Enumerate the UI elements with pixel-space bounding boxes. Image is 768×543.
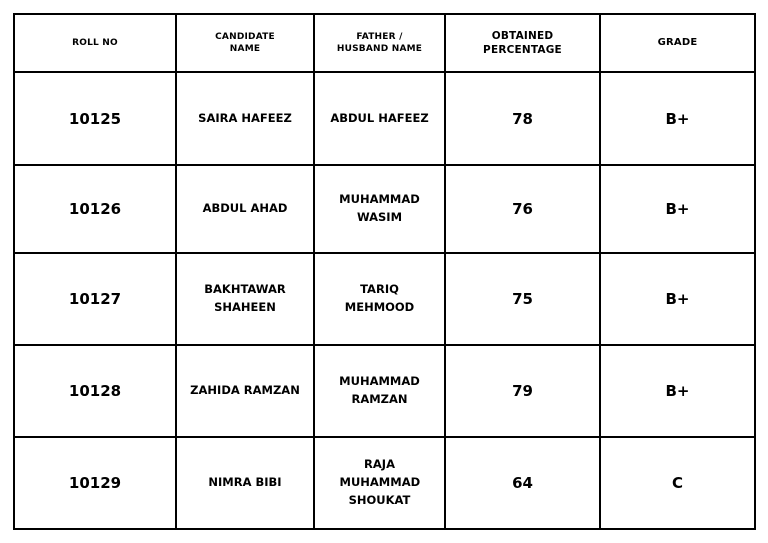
cell-father-husband-name: [314, 72, 445, 165]
father-husband-name-text: MUHAMMAD WASIM: [339, 192, 420, 224]
header-obtained-percentage: [445, 14, 600, 72]
header-roll-no-label: ROLL NO: [72, 37, 118, 48]
father-husband-name-text: TARIQ MEHMOOD: [344, 282, 415, 314]
candidate-name-text: BAKHTAWAR SHAHEEN: [204, 282, 286, 314]
table-body: [14, 72, 755, 529]
cell-grade: B+: [600, 165, 755, 253]
header-father-husband-name: [314, 14, 445, 72]
cell-father-husband-name: [314, 165, 445, 253]
header-grade: [600, 14, 755, 72]
table-row: [14, 72, 755, 165]
results-table: [13, 13, 756, 530]
cell-grade: B+: [600, 72, 755, 165]
header-row: [14, 14, 755, 72]
cell-candidate-name: [176, 437, 314, 529]
header-grade-label: GRADE: [657, 37, 698, 49]
cell-father-husband-name: [314, 345, 445, 437]
cell-roll-no: 10129: [14, 437, 176, 529]
cell-roll-no: 10126: [14, 165, 176, 253]
table-row: [14, 345, 755, 437]
table-row: [14, 165, 755, 253]
cell-candidate-name: [176, 165, 314, 253]
header-father-husband-name-label: FATHER / HUSBAND NAME: [336, 31, 423, 54]
cell-obtained-percentage: 75: [445, 253, 600, 345]
candidate-name-text: ABDUL AHAD: [202, 201, 288, 216]
cell-candidate-name: [176, 72, 314, 165]
table-row: [14, 437, 755, 529]
header-candidate-name: [176, 14, 314, 72]
cell-candidate-name: [176, 345, 314, 437]
cell-grade: B+: [600, 253, 755, 345]
cell-father-husband-name: [314, 253, 445, 345]
cell-roll-no: 10127: [14, 253, 176, 345]
cell-grade: C: [600, 437, 755, 529]
cell-obtained-percentage: 78: [445, 72, 600, 165]
cell-father-husband-name: [314, 437, 445, 529]
cell-obtained-percentage: 64: [445, 437, 600, 529]
table-row: [14, 253, 755, 345]
father-husband-name-text: RAJA MUHAMMAD SHOUKAT: [339, 457, 421, 507]
candidate-name-text: ZAHIDA RAMZAN: [190, 383, 300, 398]
cell-roll-no: 10128: [14, 345, 176, 437]
cell-grade: B+: [600, 345, 755, 437]
header-candidate-name-label: CANDIDATE NAME: [215, 31, 275, 54]
header-obtained-percentage-label: OBTAINED PERCENTAGE: [483, 29, 562, 56]
father-husband-name-text: MUHAMMAD RAMZAN: [339, 374, 420, 406]
candidate-name-text: SAIRA HAFEEZ: [198, 110, 292, 125]
cell-roll-no: 10125: [14, 72, 176, 165]
cell-candidate-name: [176, 253, 314, 345]
father-husband-name-text: ABDUL HAFEEZ: [330, 110, 429, 125]
cell-obtained-percentage: 79: [445, 345, 600, 437]
candidate-name-text: NIMRA BIBI: [208, 475, 282, 490]
table-header: [14, 14, 755, 72]
cell-obtained-percentage: 76: [445, 165, 600, 253]
header-roll-no: [14, 14, 176, 72]
